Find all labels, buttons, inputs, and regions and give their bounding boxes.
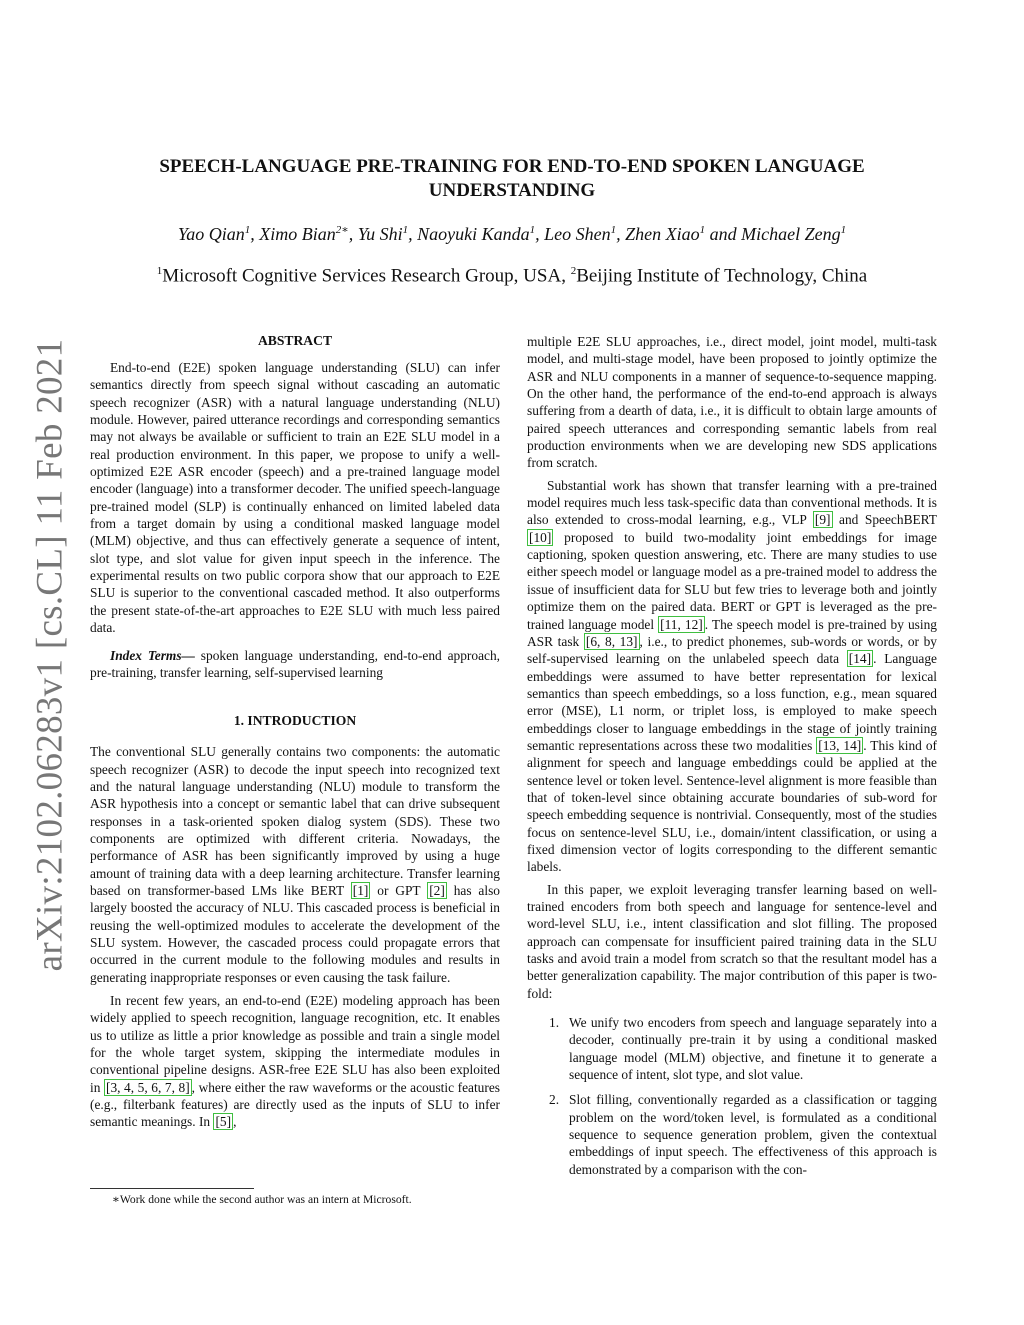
author-separator: and: [705, 224, 742, 244]
author-affil-mark: 2∗: [335, 224, 349, 236]
author-affil-mark: 1: [610, 224, 617, 236]
paragraph-text: , where either the raw waveforms or the acoustic features (e.g., filterbank features) are directly used as the inputs of SLU to infer semantic meanings. In: [90, 1079, 500, 1130]
footnote: [90, 1188, 500, 1207]
author-list: [90, 223, 934, 245]
author-separator: ,: [348, 224, 358, 244]
citation-link[interactable]: [5]: [215, 1114, 232, 1130]
author-affil-mark: 1: [840, 224, 847, 236]
contribution-list: [527, 1014, 937, 1178]
citation-link[interactable]: [13, 14]: [818, 737, 862, 753]
paragraph-text: The conventional SLU generally contains two components: the automatic speech recognizer (ASR) to decode the input speech into recognized text and the natural language understanding (NLU) module to transform the ASR hypothesis into a concept or semantic label that can drive subsequent responses in a task-oriented spoken dialog system (SDS). These two components are optimized with different criteria. Nowadays, the performance of ASR has been significantly improved by using a huge amount of training data with a deep learning architecture. Transfer learning based on transformer-based LMs like BERT: [90, 744, 500, 898]
index-terms-label: Index Terms—: [110, 647, 195, 663]
author-name: Yu Shi: [357, 224, 403, 244]
paragraph-text: . Language embeddings were assumed to have better representation for lexical semantics than speech embeddings, so a loss function, e.g., mean squared error (MSE), L1 norm, or triplet loss, is employed to make speech embeddings closer to language embeddings in the stage of jointly training semantic representations across these two modalities: [527, 651, 937, 753]
author-separator: ,: [408, 224, 418, 244]
intro-paragraph-1: [90, 743, 500, 986]
author-name: Naoyuki Kanda: [417, 224, 530, 244]
abstract-heading: ABSTRACT: [257, 333, 333, 348]
paragraph-text: or GPT: [370, 882, 428, 898]
abstract-text: End-to-end (E2E) spoken language understanding (SLU) can infer semantics directly from speech signal without cascading an automatic speech recognizer (ASR) with a natural language understanding (NLU) module. However, paired utterance recordings and corresponding semantics may not always be available or sufficient to train an E2E SLU model in a real production environment. In this paper, we propose to unify a well-optimized E2E ASR encoder (speech) and a pre-trained language model encoder (language) into a transformer decoder. The unified speech-language pre-trained model (SLP) is continually enhanced on limited labeled data from a target domain by using a conditional masked language model (MLM) objective, and thus can effectively generate a sequence of intent, slot type, and slot value for given input speech in the inference. The experimental results on two public corpora show that our approach to E2E SLU is superior to the conventional cascaded method. It also outperforms the present state-of-the-art approaches to E2E SLU with much less paired data.: [90, 360, 500, 636]
citation-link[interactable]: [3, 4, 5, 6, 7, 8]: [105, 1079, 190, 1095]
citation-link[interactable]: [1]: [352, 882, 369, 898]
paper-title: SPEECH-LANGUAGE PRE-TRAINING FOR END-TO-END SPOKEN LANGUAGE UNDERSTANDING: [159, 156, 865, 201]
author-separator: ,: [250, 224, 260, 244]
affiliation-list: [90, 265, 934, 287]
author-separator: ,: [616, 224, 626, 244]
contribution-text: We unify two encoders from speech and language separately into a decoder, continually pre-train it by using a conditional masked language model (MLM) objective, and finetune it to generate a sequence of intent, slot type, and slot value.: [569, 1015, 937, 1083]
author-separator: ,: [535, 224, 545, 244]
citation-link[interactable]: [10]: [529, 529, 552, 545]
contribution-item: [527, 1014, 937, 1083]
author-affil-mark: 1: [699, 224, 706, 236]
arxiv-id-stamp: arXiv:2102.06283v1 [cs.CL] 11 Feb 2021: [29, 338, 71, 972]
intro-paragraph-2: [90, 992, 500, 1131]
index-terms-text: spoken language understanding, end-to-end approach, pre-training, transfer learning, self-supervised learning: [90, 647, 501, 680]
author-name: Leo Shen: [544, 224, 611, 244]
contribution-item: [527, 1091, 937, 1178]
intro-paragraph-4: [527, 477, 937, 876]
contribution-number: 2.: [549, 1092, 560, 1108]
paragraph-text: proposed to build two-modality joint embeddings for image captioning, spoken question answering, etc. There are many studies to use either speech model or language model as a pre-trained model to address the issue of insufficient data for SLU but few tries to leverage both and jointly optimize them on the paired data. BERT or GPT is leveraged as the pre-trained language model: [527, 529, 937, 632]
paragraph-text: In recent few years, an end-to-end (E2E) modeling approach has been widely applied to speech recognition, language recognition, etc. It enables us to utilize as little a prior knowledge as possible and train a single model for the whole target system, skipping the intermediate modules in conventional pipeline designs. ASR-free E2E SLU has also been exploited in: [90, 993, 500, 1095]
citation-link[interactable]: [11, 12]: [660, 616, 703, 632]
affiliation-name: Microsoft Cognitive Services Research Group, USA: [162, 265, 562, 287]
author-affil-mark: 1: [244, 224, 251, 236]
affiliation-mark: 1: [156, 265, 163, 277]
affiliation-name: Beijing Institute of Technology, China: [576, 265, 868, 287]
affiliation-mark: 2: [570, 265, 577, 277]
author-affil-mark: 1: [402, 224, 409, 236]
right-column: [527, 333, 937, 1186]
left-column: [90, 333, 500, 1131]
footnote-text: ∗Work done while the second author was an intern at Microsoft.: [112, 1193, 412, 1206]
footnote-rule: [90, 1188, 254, 1189]
paragraph-text: and SpeechBERT: [832, 512, 937, 528]
paragraph-text: ,: [233, 1114, 237, 1130]
contribution-number: 1.: [549, 1015, 560, 1031]
index-terms: [90, 647, 500, 682]
paragraph-text: . The speech model is pre-trained by using ASR task: [527, 616, 937, 649]
author-affil-mark: 1: [529, 224, 536, 236]
arxiv-sidebar: [22, 330, 78, 980]
paragraph-text: has also largely boosted the accuracy of NLU. This cascaded process is beneficial in reusing the well-optimized modules to accelerate the development of the SLU system. However, the cascaded process could propagate errors that occurred in the current module to the following modules and results in generating inappropriate responses or even causing the task failure.: [90, 882, 500, 985]
citation-link[interactable]: [6, 8, 13]: [585, 633, 638, 649]
paragraph-text: . This kind of alignment for speech and language embeddings could be applied at the sentence level or token level. Sentence-level alignment is more feasible than that of token-level since obtaining accurate boundaries of sub-word for speech embedding sequence is nontrivial. Consequently, most of the studies focus on sentence-level SLU, i.e., domain/intent classification, or using a fixed dimension vector of logits corresponding to the different semantic labels.: [527, 737, 937, 875]
citation-link[interactable]: [2]: [429, 882, 445, 898]
author-name: Zhen Xiao: [625, 224, 700, 244]
contribution-text: Slot filling, conventionally regarded as a classification or tagging problem on the word/token level, is formulated as a conditional sequence to sequence generation problem, given the contextual embeddings of input speech. The effectiveness of this approach is demonstrated by a comparison with the con-: [569, 1092, 937, 1177]
paragraph-text: Substantial work has shown that transfer learning with a pre-trained model requires much less task-specific data than conventional methods. It is also extended to cross-modal learning, e.g., VLP: [527, 477, 937, 528]
affiliation-separator: ,: [561, 265, 571, 287]
intro-heading: 1. INTRODUCTION: [233, 713, 357, 729]
paragraph-text: , i.e., to predict phonemes, sub-words or words, or by self-supervised learning on the unlabeled speech data: [527, 633, 937, 667]
citation-link[interactable]: [14]: [848, 651, 872, 667]
intro-paragraph-3: multiple E2E SLU approaches, i.e., direct model, joint model, multi-task model, and multi-stage model, have been proposed to jointly optimize the ASR and NLU components in a manner of sequence-to-sequence mapping. On the other hand, the performance of the end-to-end approach is always suffering from a dearth of data, i.e., it is difficult to obtain large amounts of paired speech utterances and corresponding semantic labels from real production environments when we are developing new SDS applications from scratch.: [527, 334, 937, 471]
citation-link[interactable]: [9]: [814, 512, 831, 528]
author-name: Yao Qian: [177, 224, 245, 244]
author-name: Ximo Bian: [259, 224, 336, 244]
intro-paragraph-5: In this paper, we exploit leveraging transfer learning based on well-trained encoders from both speech and language for sentence-level and word-level SLU, i.e., intent classification and slot filling. The proposed approach can compensate for insufficient paired training data in the SLU tasks and avoid train a model from scratch so that the resultant model has a better generalization capability. The major contribution of this paper is two-fold:: [527, 881, 937, 1001]
author-name: Michael Zeng: [741, 224, 841, 244]
